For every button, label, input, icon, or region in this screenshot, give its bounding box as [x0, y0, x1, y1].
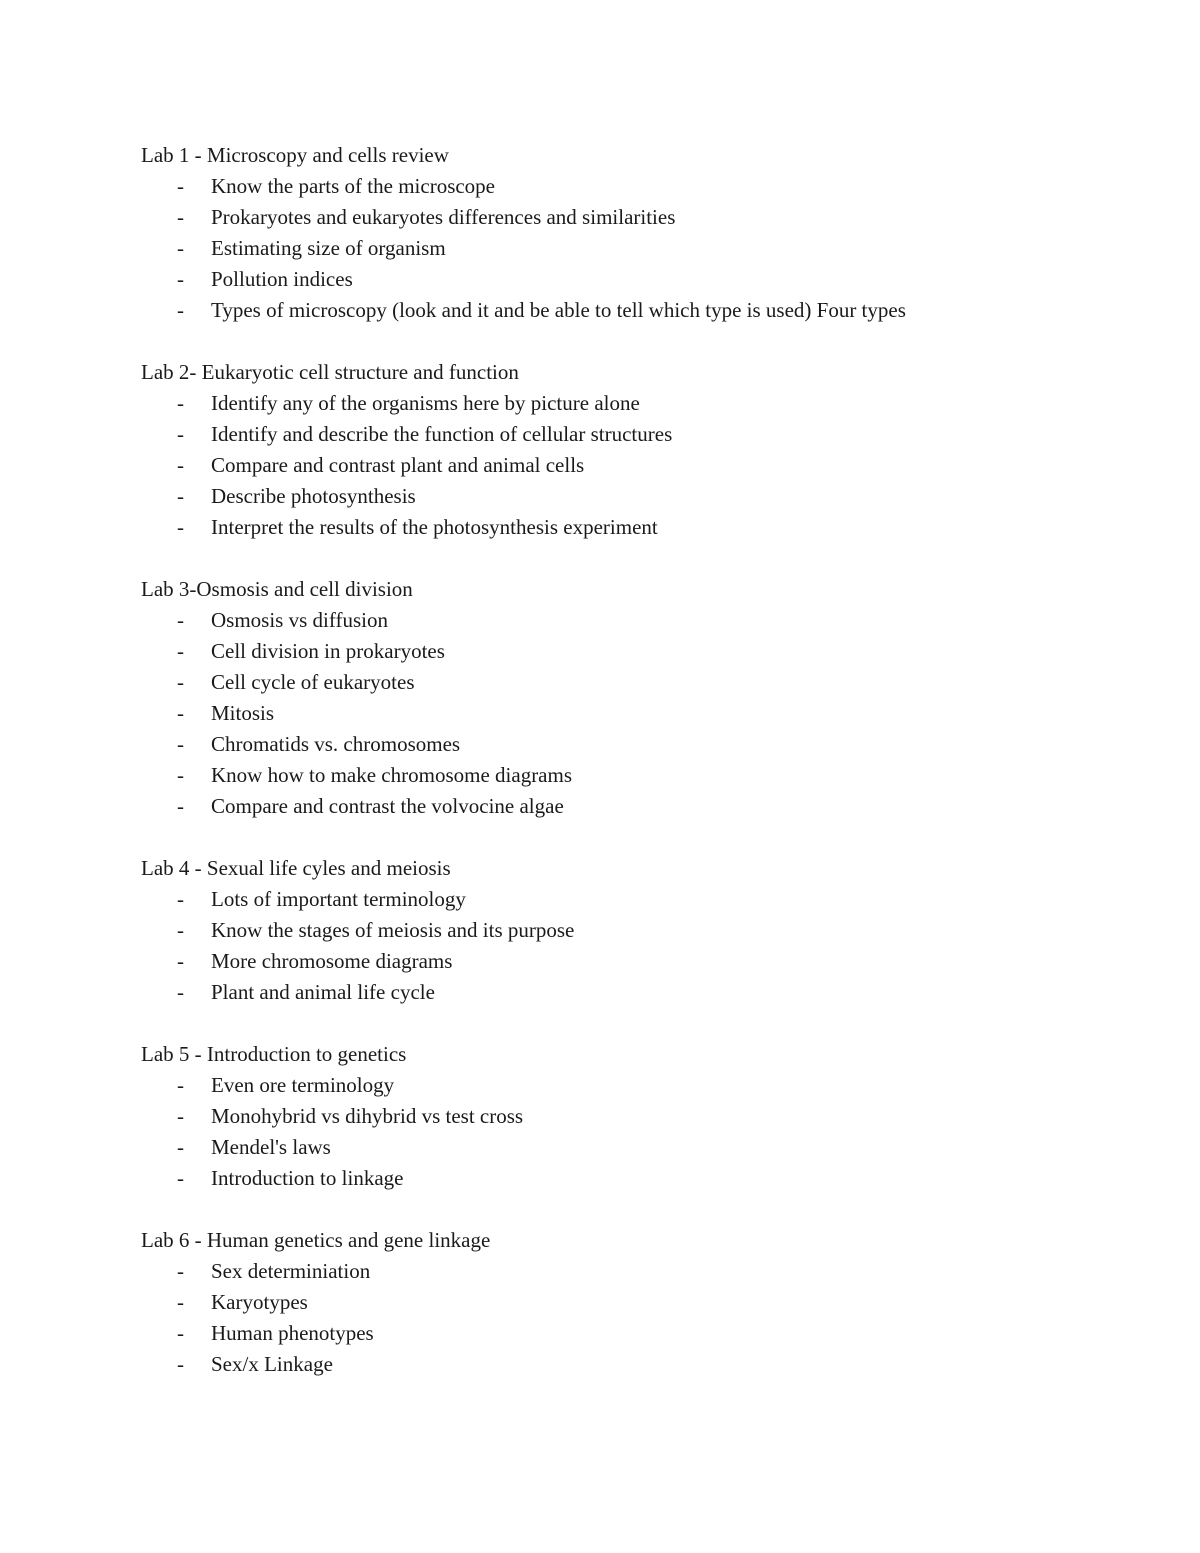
bullet-dash: -	[177, 887, 184, 911]
list-item-text: Mitosis	[211, 701, 275, 725]
list-item-text: Compare and contrast plant and animal cells	[211, 453, 585, 477]
bullet-list	[141, 171, 1101, 326]
bullet-list	[141, 388, 1101, 543]
section-lab-3	[141, 574, 1101, 822]
bullet-dash: -	[177, 1321, 184, 1345]
section-lab-5	[141, 1039, 1101, 1194]
list-item	[141, 450, 1101, 481]
list-item-text: Types of microscopy (look and it and be able to tell which type is used) Four types	[211, 298, 906, 322]
bullet-list	[141, 1256, 1101, 1380]
bullet-dash: -	[177, 949, 184, 973]
list-item	[141, 884, 1101, 915]
section-lab-2	[141, 357, 1101, 543]
list-item-text: Chromatids vs. chromosomes	[211, 732, 461, 756]
section-lab-6	[141, 1225, 1101, 1380]
bullet-dash: -	[177, 267, 184, 291]
list-item-text: Sex determiniation	[211, 1259, 371, 1283]
list-item	[141, 605, 1101, 636]
list-item-text: Pollution indices	[211, 267, 353, 291]
list-item-text: Karyotypes	[211, 1290, 308, 1314]
bullet-dash: -	[177, 1104, 184, 1128]
list-item-text: Cell division in prokaryotes	[211, 639, 445, 663]
list-item	[141, 481, 1101, 512]
section-heading: Lab 5 - Introduction to genetics	[141, 1042, 407, 1066]
list-item	[141, 1070, 1101, 1101]
bullet-dash: -	[177, 298, 184, 322]
bullet-dash: -	[177, 608, 184, 632]
list-item	[141, 1256, 1101, 1287]
list-item	[141, 1101, 1101, 1132]
list-item-text: Monohybrid vs dihybrid vs test cross	[211, 1104, 524, 1128]
list-item	[141, 729, 1101, 760]
bullet-dash: -	[177, 205, 184, 229]
list-item-text: Know the stages of meiosis and its purpose	[211, 918, 575, 942]
bullet-dash: -	[177, 236, 184, 260]
section-heading: Lab 1 - Microscopy and cells review	[141, 143, 449, 167]
list-item	[141, 1287, 1101, 1318]
list-item-text: Plant and animal life cycle	[211, 980, 435, 1004]
list-item	[141, 202, 1101, 233]
bullet-dash: -	[177, 391, 184, 415]
list-item-text: Even ore terminology	[211, 1073, 395, 1097]
bullet-dash: -	[177, 453, 184, 477]
list-item	[141, 171, 1101, 202]
list-item-text: Describe photosynthesis	[211, 484, 416, 508]
section-lab-1	[141, 140, 1101, 326]
list-item	[141, 264, 1101, 295]
bullet-dash: -	[177, 794, 184, 818]
list-item	[141, 388, 1101, 419]
list-item-text: Osmosis vs diffusion	[211, 608, 388, 632]
list-item	[141, 946, 1101, 977]
document-page	[141, 140, 1101, 1411]
list-item-text: Lots of important terminology	[211, 887, 466, 911]
list-item	[141, 233, 1101, 264]
list-item	[141, 1318, 1101, 1349]
list-item-text: More chromosome diagrams	[211, 949, 453, 973]
bullet-dash: -	[177, 763, 184, 787]
bullet-dash: -	[177, 701, 184, 725]
list-item	[141, 1132, 1101, 1163]
list-item-text: Mendel's laws	[211, 1135, 331, 1159]
section-heading: Lab 6 - Human genetics and gene linkage	[141, 1228, 491, 1252]
bullet-dash: -	[177, 670, 184, 694]
list-item-text: Identify any of the organisms here by picture alone	[211, 391, 640, 415]
bullet-dash: -	[177, 1073, 184, 1097]
bullet-dash: -	[177, 1259, 184, 1283]
list-item	[141, 977, 1101, 1008]
bullet-dash: -	[177, 1135, 184, 1159]
list-item-text: Sex/x Linkage	[211, 1352, 333, 1376]
section-heading: Lab 4 - Sexual life cyles and meiosis	[141, 856, 451, 880]
list-item-text: Human phenotypes	[211, 1321, 374, 1345]
list-item	[141, 698, 1101, 729]
bullet-dash: -	[177, 484, 184, 508]
list-item-text: Identify and describe the function of cellular structures	[211, 422, 673, 446]
bullet-dash: -	[177, 639, 184, 663]
section-lab-4	[141, 853, 1101, 1008]
bullet-dash: -	[177, 1166, 184, 1190]
list-item	[141, 791, 1101, 822]
bullet-dash: -	[177, 1352, 184, 1376]
bullet-dash: -	[177, 174, 184, 198]
bullet-dash: -	[177, 918, 184, 942]
list-item-text: Estimating size of organism	[211, 236, 446, 260]
bullet-dash: -	[177, 515, 184, 539]
section-heading: Lab 3-Osmosis and cell division	[141, 577, 413, 601]
list-item	[141, 1349, 1101, 1380]
list-item	[141, 915, 1101, 946]
list-item-text: Interpret the results of the photosynthesis experiment	[211, 515, 658, 539]
list-item	[141, 419, 1101, 450]
list-item-text: Prokaryotes and eukaryotes differences and similarities	[211, 205, 676, 229]
bullet-dash: -	[177, 980, 184, 1004]
bullet-list	[141, 884, 1101, 1008]
bullet-dash: -	[177, 732, 184, 756]
list-item-text: Cell cycle of eukaryotes	[211, 670, 415, 694]
list-item	[141, 760, 1101, 791]
bullet-list	[141, 1070, 1101, 1194]
bullet-list	[141, 605, 1101, 822]
list-item-text: Introduction to linkage	[211, 1166, 404, 1190]
list-item	[141, 1163, 1101, 1194]
bullet-dash: -	[177, 1290, 184, 1314]
list-item	[141, 667, 1101, 698]
list-item	[141, 636, 1101, 667]
list-item-text: Know how to make chromosome diagrams	[211, 763, 573, 787]
list-item	[141, 512, 1101, 543]
section-heading: Lab 2- Eukaryotic cell structure and function	[141, 360, 519, 384]
list-item	[141, 295, 1101, 326]
bullet-dash: -	[177, 422, 184, 446]
list-item-text: Know the parts of the microscope	[211, 174, 496, 198]
list-item-text: Compare and contrast the volvocine algae	[211, 794, 564, 818]
